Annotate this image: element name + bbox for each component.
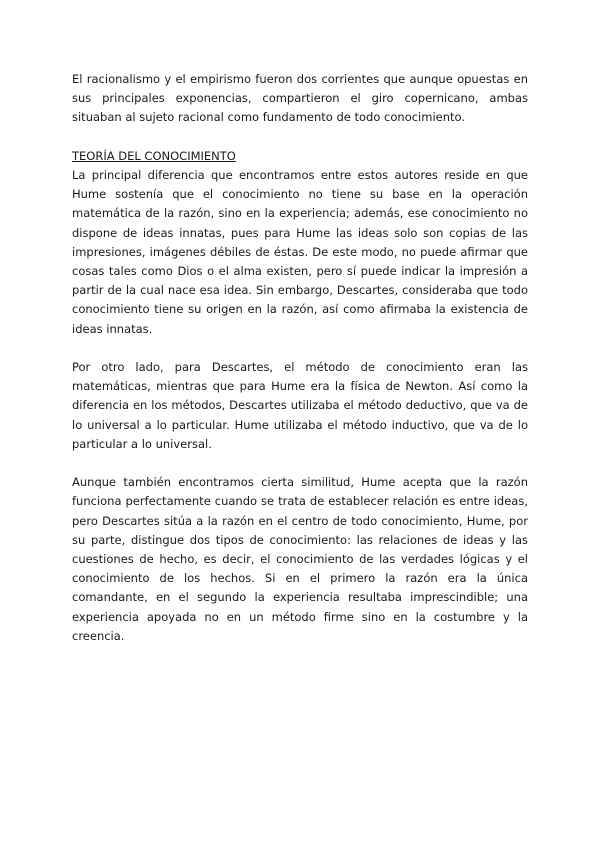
- body-paragraph-2: Por otro lado, para Descartes, el método de conocimiento eran las matemáticas, mientras que para Hume era la física de Newton. Así como la diferencia en los métodos, Descartes utilizaba el método deductivo, que va de lo universal a lo particular. Hume utilizaba el método inductivo, que va de lo particular a lo universal.: [72, 360, 528, 451]
- body-paragraph-3: Aunque también encontramos cierta similitud, Hume acepta que la razón funciona perfectamente cuando se trata de establecer relación es entre ideas, pero Descartes sitúa a la razón en el centro de todo conocimiento, Hume, por su parte, distingue dos tipos de conocimiento: las relaciones de ideas y las cuestiones de hecho, es decir, el conocimiento de las verdades lógicas y el conocimiento de los hechos. Si en el primero la razón era la única comandante, en el segundo la experiencia resultaba imprescindible; una experiencia apoyada no en un método firme sino en la costumbre y la creencia.: [72, 475, 528, 643]
- document-page: [72, 70, 528, 665]
- body-paragraph-1: La principal diferencia que encontramos entre estos autores reside en que Hume sostenía que el conocimiento no tiene su base en la operación matemática de la razón, sino en la experiencia; además, ese conocimiento no dispone de ideas innatas, pues para Hume las ideas solo son copias de las impresiones, imágenes débiles de éstas. De este modo, no puede afirmar que cosas tales como Dios o el alma existen, pero sí puede indicar la impresión a partir de la cual nace esa idea. Sin embargo, Descartes, consideraba que todo conocimiento tiene su origen en la razón, así como afirmaba la existencia de ideas innatas.: [72, 168, 528, 336]
- section-heading: TEORÍA DEL CONOCIMIENTO: [72, 148, 236, 163]
- intro-paragraph: El racionalismo y el empirismo fueron dos corrientes que aunque opuestas en sus principales exponencias, compartieron el giro copernicano, ambas situaban al sujeto racional como fundamento de todo conocimiento.: [72, 72, 528, 125]
